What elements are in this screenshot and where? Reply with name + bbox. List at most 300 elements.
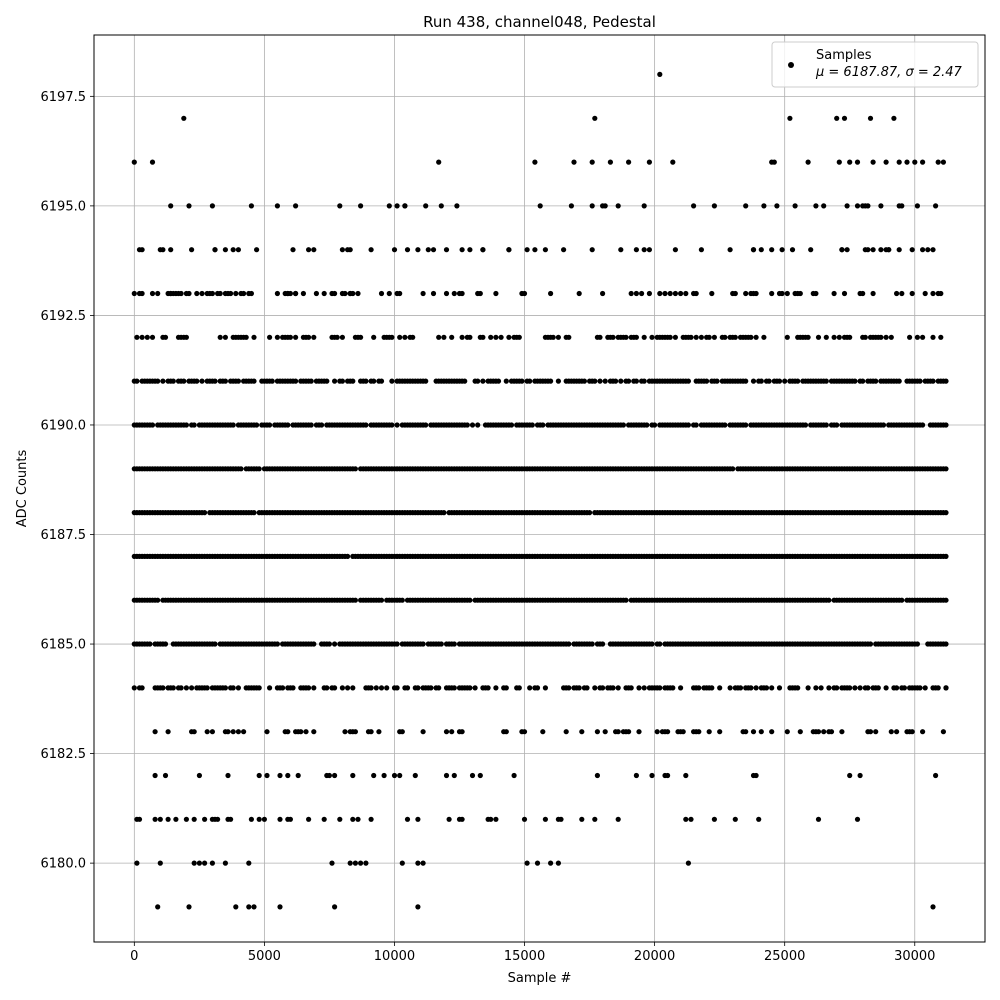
data-point xyxy=(673,291,678,296)
data-point xyxy=(769,685,774,690)
data-point xyxy=(348,291,353,296)
data-point xyxy=(350,773,355,778)
data-point xyxy=(355,817,360,822)
data-point xyxy=(337,817,342,822)
data-point xyxy=(506,247,511,252)
y-tick-label: 6192.5 xyxy=(40,308,86,324)
data-point xyxy=(858,685,863,690)
data-point xyxy=(467,685,472,690)
data-point xyxy=(907,335,912,340)
data-point xyxy=(441,335,446,340)
data-point xyxy=(355,291,360,296)
data-point xyxy=(225,773,230,778)
data-point xyxy=(327,773,332,778)
data-point xyxy=(506,335,511,340)
data-point xyxy=(816,729,821,734)
data-point xyxy=(205,685,210,690)
y-tick-label: 6195.0 xyxy=(40,199,86,215)
data-point xyxy=(678,685,683,690)
data-point xyxy=(132,685,137,690)
data-point xyxy=(634,247,639,252)
data-point xyxy=(147,641,152,646)
data-point xyxy=(795,685,800,690)
data-point xyxy=(532,160,537,165)
x-tick-label: 30000 xyxy=(894,949,936,964)
y-tick-label: 6187.5 xyxy=(40,528,86,544)
data-point xyxy=(925,247,930,252)
data-point xyxy=(371,773,376,778)
data-point xyxy=(486,685,491,690)
data-point xyxy=(878,203,883,208)
data-point xyxy=(855,160,860,165)
data-point xyxy=(930,335,935,340)
data-point xyxy=(467,335,472,340)
data-point xyxy=(168,247,173,252)
legend-marker xyxy=(788,62,794,68)
data-point xyxy=(678,291,683,296)
data-point xyxy=(306,817,311,822)
data-point xyxy=(569,203,574,208)
data-point xyxy=(413,773,418,778)
data-point xyxy=(634,291,639,296)
data-point xyxy=(257,817,262,822)
data-point xyxy=(202,861,207,866)
data-point xyxy=(337,203,342,208)
data-point xyxy=(657,685,662,690)
data-point xyxy=(285,817,290,822)
data-point xyxy=(920,422,925,427)
data-point xyxy=(332,773,337,778)
data-point xyxy=(384,685,389,690)
data-point xyxy=(717,685,722,690)
data-point xyxy=(787,116,792,121)
data-point xyxy=(915,641,920,646)
data-point xyxy=(332,685,337,690)
data-point xyxy=(665,729,670,734)
data-point xyxy=(629,291,634,296)
data-point xyxy=(184,817,189,822)
data-point xyxy=(852,685,857,690)
data-point xyxy=(655,729,660,734)
data-point xyxy=(777,685,782,690)
data-point xyxy=(421,291,426,296)
data-point xyxy=(369,729,374,734)
data-point xyxy=(920,247,925,252)
data-point xyxy=(829,729,834,734)
data-point xyxy=(769,247,774,252)
data-point xyxy=(709,291,714,296)
data-point xyxy=(306,335,311,340)
data-point xyxy=(290,685,295,690)
data-point xyxy=(754,773,759,778)
data-point xyxy=(173,817,178,822)
data-point xyxy=(280,685,285,690)
data-point xyxy=(595,773,600,778)
data-point xyxy=(171,379,176,384)
data-point xyxy=(904,160,909,165)
data-point xyxy=(889,729,894,734)
data-point xyxy=(826,685,831,690)
data-point xyxy=(642,335,647,340)
data-point xyxy=(824,335,829,340)
data-point xyxy=(603,203,608,208)
data-point xyxy=(488,335,493,340)
data-point xyxy=(447,817,452,822)
data-point xyxy=(535,685,540,690)
data-point xyxy=(285,773,290,778)
data-point xyxy=(816,817,821,822)
data-point xyxy=(600,685,605,690)
data-point xyxy=(608,160,613,165)
data-point xyxy=(210,861,215,866)
data-point xyxy=(780,291,785,296)
data-point xyxy=(704,379,709,384)
data-point xyxy=(478,773,483,778)
data-point xyxy=(192,861,197,866)
data-point xyxy=(743,203,748,208)
data-point xyxy=(938,335,943,340)
data-point xyxy=(264,729,269,734)
data-point xyxy=(311,247,316,252)
data-point xyxy=(267,422,272,427)
data-point xyxy=(397,773,402,778)
data-point xyxy=(670,160,675,165)
data-point xyxy=(936,685,941,690)
data-point xyxy=(590,203,595,208)
data-point xyxy=(566,641,571,646)
data-point xyxy=(415,247,420,252)
data-point xyxy=(311,335,316,340)
x-axis-label: Sample # xyxy=(507,971,572,986)
x-tick-label: 10000 xyxy=(373,949,416,964)
data-point xyxy=(415,904,420,909)
data-point xyxy=(293,203,298,208)
data-point xyxy=(257,685,262,690)
data-point xyxy=(912,160,917,165)
data-point xyxy=(639,291,644,296)
data-point xyxy=(941,160,946,165)
x-tick-label: 5000 xyxy=(247,949,281,964)
data-point xyxy=(577,685,582,690)
data-point xyxy=(290,247,295,252)
data-point xyxy=(275,641,280,646)
data-point xyxy=(767,379,772,384)
data-point xyxy=(181,116,186,121)
data-point xyxy=(933,773,938,778)
data-point xyxy=(444,773,449,778)
data-point xyxy=(444,247,449,252)
data-point xyxy=(530,422,535,427)
data-point xyxy=(910,291,915,296)
data-point xyxy=(860,291,865,296)
data-point xyxy=(192,729,197,734)
data-point xyxy=(150,422,155,427)
data-point xyxy=(189,685,194,690)
data-point xyxy=(517,685,522,690)
data-point xyxy=(306,247,311,252)
data-point xyxy=(657,291,662,296)
data-point xyxy=(920,160,925,165)
data-point xyxy=(834,116,839,121)
data-point xyxy=(285,291,290,296)
data-point xyxy=(668,335,673,340)
data-point xyxy=(930,904,935,909)
data-point xyxy=(806,685,811,690)
data-point xyxy=(324,685,329,690)
data-point xyxy=(891,116,896,121)
data-point xyxy=(884,160,889,165)
data-point xyxy=(917,685,922,690)
data-point xyxy=(210,203,215,208)
data-point xyxy=(340,379,345,384)
data-point xyxy=(439,203,444,208)
data-point xyxy=(657,72,662,77)
data-point xyxy=(688,335,693,340)
data-point xyxy=(309,422,314,427)
data-point xyxy=(618,247,623,252)
data-point xyxy=(930,379,935,384)
data-point xyxy=(410,335,415,340)
data-point xyxy=(943,422,948,427)
data-point xyxy=(522,291,527,296)
data-point xyxy=(943,510,948,515)
data-point xyxy=(556,335,561,340)
data-point xyxy=(160,685,165,690)
data-point xyxy=(369,685,374,690)
data-point xyxy=(860,379,865,384)
data-point xyxy=(202,510,207,515)
data-point xyxy=(603,729,608,734)
data-point xyxy=(540,729,545,734)
data-point xyxy=(894,685,899,690)
data-point xyxy=(181,379,186,384)
data-point xyxy=(499,335,504,340)
data-point xyxy=(460,291,465,296)
data-point xyxy=(816,335,821,340)
data-point xyxy=(186,203,191,208)
data-point xyxy=(332,379,337,384)
data-point xyxy=(233,291,238,296)
data-point xyxy=(793,203,798,208)
data-point xyxy=(431,291,436,296)
data-point xyxy=(332,291,337,296)
data-point xyxy=(189,247,194,252)
data-point xyxy=(415,861,420,866)
data-point xyxy=(436,335,441,340)
data-point xyxy=(722,335,727,340)
data-point xyxy=(158,861,163,866)
data-point xyxy=(342,291,347,296)
data-point xyxy=(150,160,155,165)
data-point xyxy=(192,817,197,822)
data-point xyxy=(231,247,236,252)
data-point xyxy=(665,773,670,778)
data-point xyxy=(616,729,621,734)
data-point xyxy=(405,247,410,252)
data-point xyxy=(748,685,753,690)
data-point xyxy=(155,379,160,384)
data-point xyxy=(254,422,259,427)
y-tick-label: 6182.5 xyxy=(40,747,86,763)
data-point xyxy=(917,379,922,384)
data-point xyxy=(884,335,889,340)
data-point xyxy=(540,422,545,427)
data-point xyxy=(806,160,811,165)
data-point xyxy=(806,335,811,340)
data-point xyxy=(590,247,595,252)
data-point xyxy=(480,379,485,384)
data-point xyxy=(686,379,691,384)
data-point xyxy=(813,291,818,296)
data-point xyxy=(626,160,631,165)
data-point xyxy=(132,291,137,296)
x-tick-label: 20000 xyxy=(633,949,676,964)
data-point xyxy=(920,335,925,340)
data-point xyxy=(241,729,246,734)
data-point xyxy=(868,116,873,121)
data-point xyxy=(212,641,217,646)
data-point xyxy=(374,685,379,690)
data-point xyxy=(845,247,850,252)
data-point xyxy=(155,598,160,603)
data-point xyxy=(465,422,470,427)
data-point xyxy=(231,729,236,734)
data-point xyxy=(821,203,826,208)
data-point xyxy=(532,247,537,252)
data-point xyxy=(728,685,733,690)
data-point xyxy=(845,203,850,208)
data-point xyxy=(847,335,852,340)
data-point xyxy=(332,641,337,646)
data-point xyxy=(871,247,876,252)
data-point xyxy=(153,729,158,734)
data-point xyxy=(223,861,228,866)
data-point xyxy=(223,379,228,384)
data-point xyxy=(275,335,280,340)
data-point xyxy=(878,335,883,340)
data-point xyxy=(480,247,485,252)
y-axis-label: ADC Counts xyxy=(15,449,30,528)
data-point xyxy=(340,685,345,690)
data-point xyxy=(392,247,397,252)
data-point xyxy=(699,335,704,340)
data-point xyxy=(894,729,899,734)
data-point xyxy=(790,247,795,252)
data-point xyxy=(288,335,293,340)
data-point xyxy=(478,291,483,296)
data-point xyxy=(826,598,831,603)
data-point xyxy=(556,817,561,822)
data-point xyxy=(293,291,298,296)
data-point xyxy=(210,729,215,734)
data-point xyxy=(369,247,374,252)
data-point xyxy=(389,422,394,427)
data-point xyxy=(171,685,176,690)
data-point xyxy=(634,335,639,340)
data-point xyxy=(527,379,532,384)
y-tick-label: 6197.5 xyxy=(40,89,86,105)
data-point xyxy=(647,247,652,252)
data-point xyxy=(868,641,873,646)
data-point xyxy=(257,773,262,778)
data-point xyxy=(670,685,675,690)
data-point xyxy=(452,773,457,778)
data-point xyxy=(444,291,449,296)
data-point xyxy=(595,729,600,734)
data-point xyxy=(803,422,808,427)
data-point xyxy=(683,291,688,296)
data-point xyxy=(795,379,800,384)
data-point xyxy=(733,817,738,822)
data-point xyxy=(353,729,358,734)
data-point xyxy=(686,861,691,866)
data-point xyxy=(205,729,210,734)
data-point xyxy=(467,598,472,603)
data-point xyxy=(397,291,402,296)
data-point xyxy=(878,247,883,252)
data-point xyxy=(186,904,191,909)
data-point xyxy=(834,422,839,427)
data-point xyxy=(662,291,667,296)
data-point xyxy=(231,422,236,427)
data-point xyxy=(277,773,282,778)
legend-series-name: Samples xyxy=(816,48,872,63)
data-point xyxy=(511,773,516,778)
data-point xyxy=(751,729,756,734)
data-point xyxy=(319,422,324,427)
data-point xyxy=(405,817,410,822)
data-point xyxy=(470,422,475,427)
data-point xyxy=(363,379,368,384)
data-point xyxy=(688,817,693,822)
data-point xyxy=(460,247,465,252)
data-point xyxy=(353,598,358,603)
data-point xyxy=(933,203,938,208)
data-point xyxy=(920,729,925,734)
data-point xyxy=(785,335,790,340)
data-point xyxy=(236,247,241,252)
data-point xyxy=(798,729,803,734)
data-point xyxy=(824,422,829,427)
data-point xyxy=(683,773,688,778)
data-point xyxy=(249,817,254,822)
data-point xyxy=(522,729,527,734)
data-point xyxy=(363,861,368,866)
data-point xyxy=(267,685,272,690)
data-point xyxy=(496,379,501,384)
data-point xyxy=(285,729,290,734)
data-point xyxy=(212,247,217,252)
data-point xyxy=(649,335,654,340)
data-point xyxy=(751,379,756,384)
data-point xyxy=(467,247,472,252)
data-point xyxy=(353,466,358,471)
data-point xyxy=(197,773,202,778)
data-point xyxy=(834,685,839,690)
data-point xyxy=(847,160,852,165)
data-point xyxy=(246,904,251,909)
data-point xyxy=(673,247,678,252)
data-point xyxy=(454,203,459,208)
data-point xyxy=(616,685,621,690)
data-point xyxy=(421,641,426,646)
data-point xyxy=(358,861,363,866)
data-point xyxy=(543,817,548,822)
data-point xyxy=(566,685,571,690)
data-point xyxy=(428,685,433,690)
data-point xyxy=(322,817,327,822)
data-point xyxy=(436,160,441,165)
